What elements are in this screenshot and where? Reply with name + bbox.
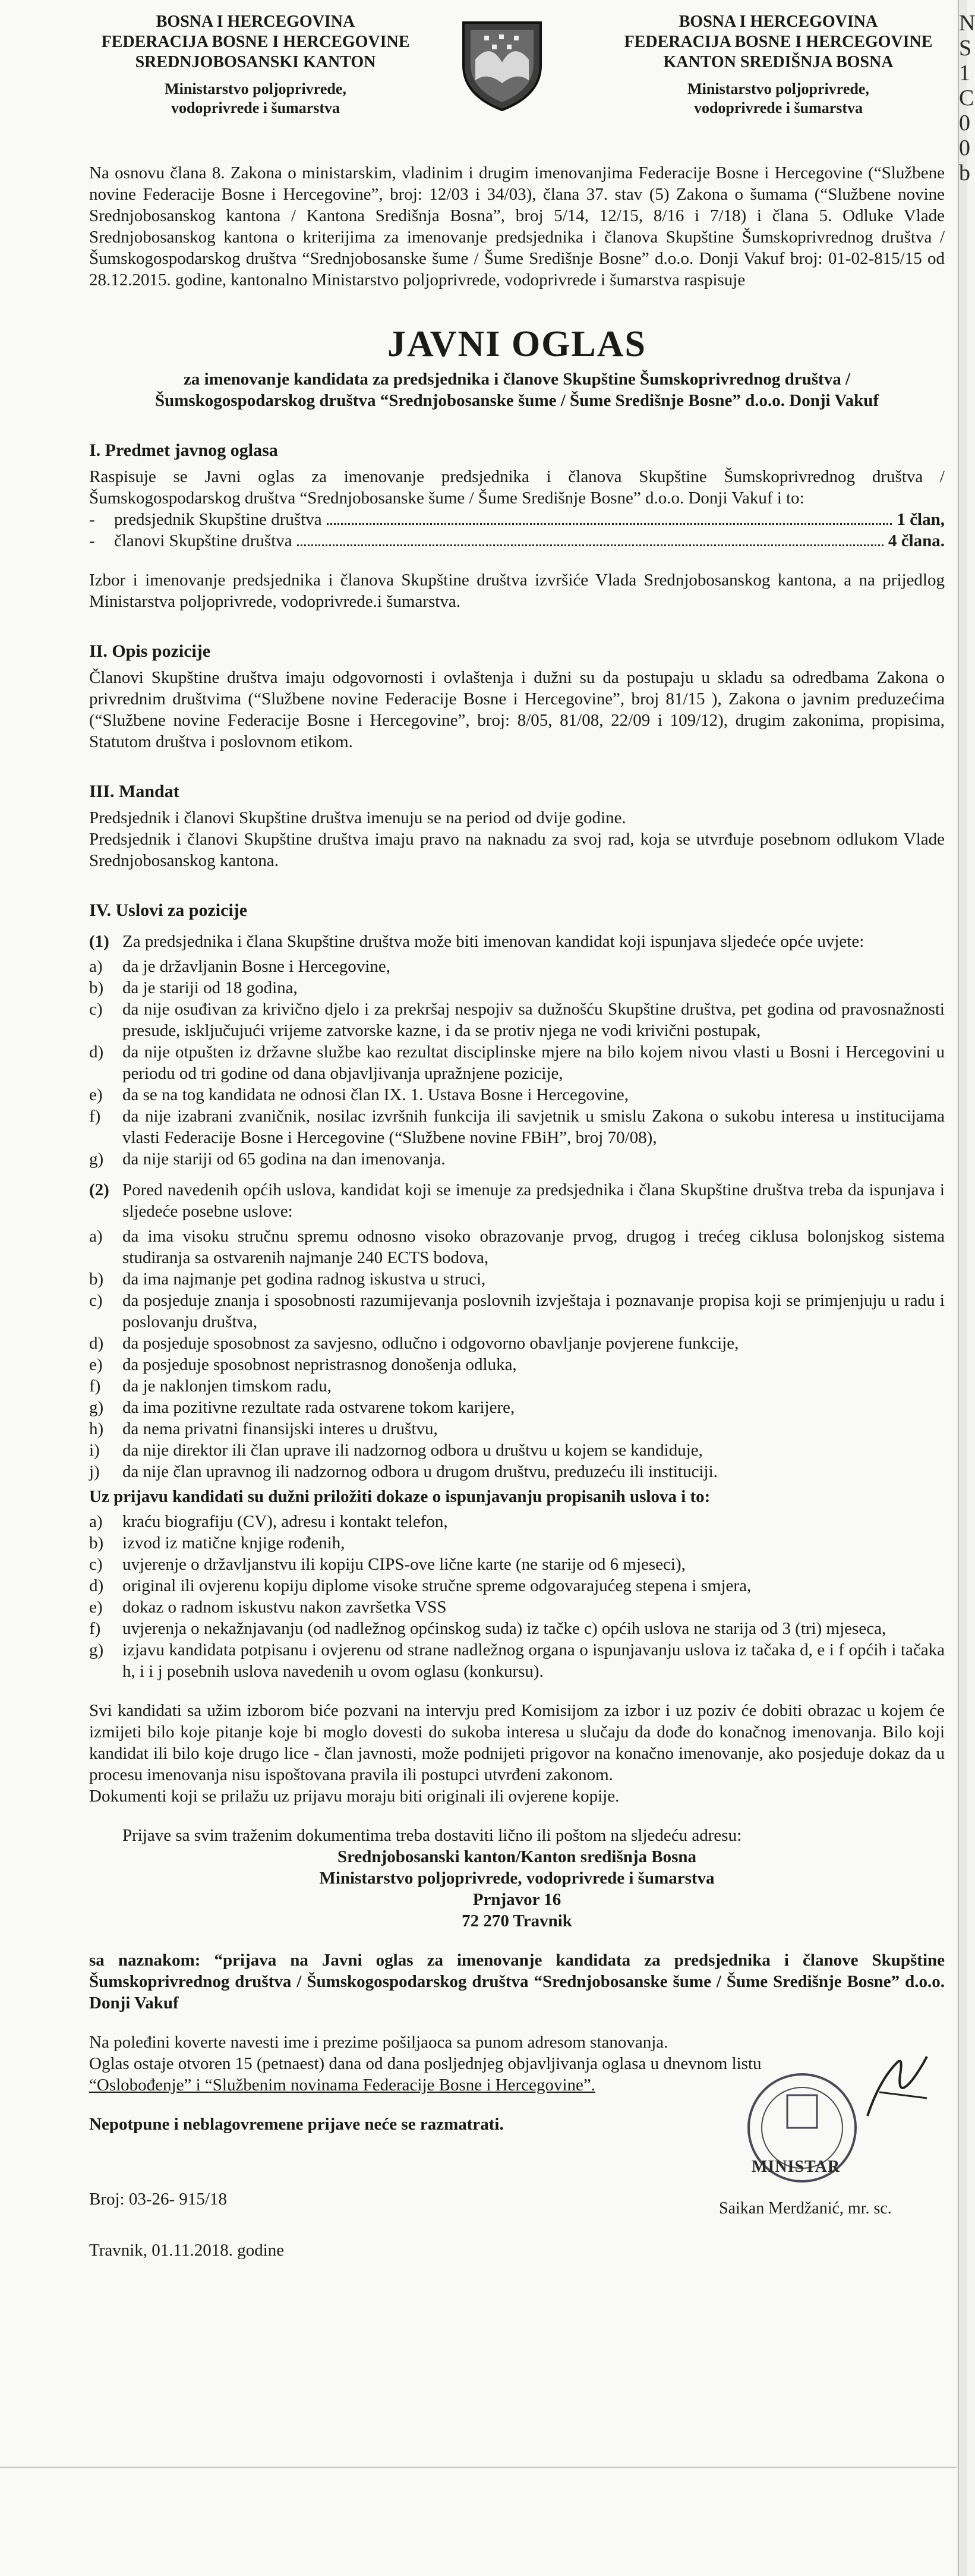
section-4-heading: IV. Uslovi za pozicije <box>89 900 248 920</box>
item-text: da je naklonjen timskom radu, <box>122 1377 332 1396</box>
section-1-heading: I. Predmet javnog oglasa <box>89 440 278 460</box>
item-text: da nije stariji od 65 godina na dan imenovanja. <box>122 1150 446 1169</box>
section-2-heading: II. Opis pozicije <box>89 641 211 661</box>
list-item <box>89 1106 945 1148</box>
list-item <box>89 1596 945 1618</box>
item-letter: b) <box>89 1533 104 1552</box>
row-value: 4 člana. <box>888 531 945 550</box>
subtitle-line: Šumskogospodarskog društva “Srednjobosanske šume / Šume Središnje Bosne” d.o.o. Donji Vakuf <box>154 391 879 410</box>
adjacent-page-text: N S 1 C 0 0 b <box>959 11 975 185</box>
closing-paragraph-3: Prijave sa svim traženim dokumentima treba dostaviti lično ili poštom na sljedeću adresu: <box>122 1826 742 1845</box>
letterhead-right-ministry <box>612 80 945 118</box>
general-conditions-intro <box>89 931 945 952</box>
item-text: original ili ovjerenu kopiju diplome visoke stručne spreme odgovarajućeg stepena i smjera, <box>122 1576 752 1595</box>
stamp-label: MINISTAR <box>752 2158 841 2176</box>
closing-paragraph-5a: Oglas ostaje otvoren 15 (petnaest) dana od dana posljednjeg objavljivanja oglasa u dnevnom listu <box>89 2054 762 2073</box>
item-text: izvod iz matične knjige rođenih, <box>122 1533 345 1552</box>
item-letter: g) <box>89 1398 104 1417</box>
list-item <box>89 1354 945 1375</box>
closing-paragraph-2: Dokumenti koji se prilažu uz prijavu moraju biti originali ili ovjerene kopije. <box>89 1787 620 1806</box>
section-1-text: Raspisuje se Javni oglas za imenovanje predsjednika i članova Skupštine Šumskoprivrednog društva / Šumskogospodarskog društva “Srednjobosanske šume / Šume Središnje Bosne” d.o.o. Donji Vakuf i to: <box>89 467 945 508</box>
list-item <box>89 1148 945 1170</box>
handwritten-signature-icon <box>856 2045 939 2128</box>
item-letter: f) <box>89 1377 101 1396</box>
row-value: 1 član, <box>897 510 945 529</box>
section-1-text2: Izbor i imenovanje predsjednika i članova Skupštine društva izvršiće Vlada Srednjobosanskog kantona, a na prijedlog Ministarstva poljoprivrede, vodoprivrede.i šumarstva. <box>89 571 945 611</box>
item-letter: d) <box>89 1334 104 1353</box>
letterhead-right-line: BOSNA I HERCEGOVINA <box>679 12 878 31</box>
item-text: da posjeduje znanja i sposobnosti razumijevanja poslovnih izvještaja i poznavanje propisa koji se primjenjuju u radu i poslovanju društva, <box>122 1291 945 1331</box>
ministry-line: vodoprivrede i šumarstva <box>693 99 863 116</box>
list-item <box>89 999 945 1041</box>
address-line: 72 270 Travnik <box>462 1911 572 1931</box>
address-line: Ministarstvo poljoprivrede, vodoprivrede i šumarstva <box>319 1869 715 1888</box>
list-item <box>89 1226 945 1268</box>
general-conditions-list <box>89 956 945 1170</box>
item-letter: f) <box>89 1107 101 1126</box>
list-item <box>89 1397 945 1418</box>
adjacent-page-strip <box>958 0 975 2576</box>
address-line: Srednjobosanski kanton/Kanton središnja Bosna <box>337 1847 697 1866</box>
closing-paragraph-4: Na poleđini koverte navesti ime i prezime pošiljaoca sa punom adresom stanovanja. <box>89 2033 668 2052</box>
item-text: da ima pozitivne rezultate rada ostvarene tokom karijere, <box>122 1398 515 1417</box>
letterhead-left-ministry <box>89 80 422 118</box>
item-letter: g) <box>89 1640 104 1659</box>
item-text: uvjerenje o državljanstvu ili kopiju CIPS-ove lične karte (ne starije od 6 mjeseci), <box>122 1555 686 1574</box>
list-item <box>89 1532 945 1554</box>
item-letter: d) <box>89 1043 104 1062</box>
item-text: da posjeduje sposobnost za savjesno, odlučno i odgovorno obavljanje povjerene funkcije, <box>122 1334 739 1353</box>
list-item <box>89 1440 945 1461</box>
list-item <box>89 1375 945 1397</box>
section-3-text2: Predsjednik i članovi Skupštine društva imaju pravo na naknadu za svoj rad, koja se utvrđuje posebnom odlukom Vlade Srednjobosanskog kantona. <box>89 830 945 870</box>
item-letter: a) <box>89 1227 103 1246</box>
letterhead-right <box>612 12 945 118</box>
address-line: Prnjavor 16 <box>472 1890 561 1909</box>
letterhead-left-line: SREDNJOBOSANSKI KANTON <box>135 53 376 71</box>
item-text: izjavu kandidata potpisanu i ovjerenu od strane nadležnog organa o ispunjavanju uslova iz tačaka d, e i f općih i tačaka h, i i j posebnih uslova navedenih u ovom oglasu (konkursu). <box>122 1640 945 1681</box>
row-mark: - <box>89 531 95 550</box>
item-letter: a) <box>89 1512 103 1531</box>
item-text: da je državljanin Bosne i Hercegovine, <box>122 957 390 976</box>
intro-paragraph: Na osnovu člana 8. Zakona o ministarskim, vladinim i drugim imenovanjima Federacije Bosne i Hercegovine (“Službene novine Federacije Bosne i Hercegovine”, broj: 12/03 i 34/03), člana 37. stav (5) Zakona o šumama (“Službene novine Srednjobosanskog kantona / Kantona Središnja Bosna”, broj 5/14, 12/15, 8/16 i 7/18) i člana 5. Odluke Vlade Srednjobosanskog kantona o kriterijima za imenovanje predsjednika i članova Skupštine Šumskoprivrednog društva / Šumskogospodarskog društva “Srednjobosanske šume / Šume Središnje Bosne” d.o.o. Donji Vakuf broj: 01-02-815/15 od 28.12.2015. godine, kantonalno Ministarstvo poljoprivrede, vodoprivrede i šumarstva raspisuje <box>89 163 945 289</box>
letterhead <box>89 12 945 152</box>
closing-paragraph-1: Svi kandidati sa užim izborom biće pozvani na intervju pred Komisijom za izbor i uz poziv će dobiti obrazac u kojem će izmijeti bilo koje pitanje koje bi moglo dovesti do sukoba interesa u slučaju da dođe do konačnog imenovanja. Bilo koji kandidat ili bilo koje drugo lice - član javnosti, može podnijeti prigovor na konačno imenovanje, ako posjeduje dokaz da u procesu imenovanja nisu ispoštovana pravila ili postupci utvrđeni zakonom. <box>89 1701 945 1784</box>
letterhead-left-line: BOSNA I HERCEGOVINA <box>156 12 355 31</box>
document-date: Travnik, 01.11.2018. godine <box>89 2241 285 2260</box>
letterhead-right-line: FEDERACIJA BOSNE I HERCEGOVINE <box>624 33 933 51</box>
letterhead-left <box>89 12 422 118</box>
list-item <box>89 1418 945 1440</box>
item-text: da nije osuđivan za krivično djelo i za prekršaj nespojiv sa dužnošću Skupštine društva, pet godina od pravosnažnosti presude, isključujući vrijeme zatvorske kazne, i da se protiv njega ne vodi krivični postupak, <box>122 1000 945 1040</box>
row-label: predsjednik Skupštine društva <box>114 510 322 529</box>
item-text: dokaz o radnom iskustvu nakon završetka VSS <box>122 1598 447 1617</box>
paragraph-text: Pored navedenih općih uslova, kandidat koji se imenuje za predsjednika i člana Skupštine društva treba da ispunjava i sljedeće posebne uslove: <box>122 1180 945 1221</box>
position-row <box>89 509 945 530</box>
list-item <box>89 1333 945 1354</box>
item-text: da nije direktor ili član uprave ili nadzornog odbora u društvu u kojem se kandiduje, <box>122 1441 703 1460</box>
item-letter: b) <box>89 1270 104 1289</box>
item-letter: e) <box>89 1598 103 1617</box>
ministry-line: vodoprivrede i šumarstva <box>171 99 340 116</box>
position-row <box>89 530 945 552</box>
document-subtitle <box>89 369 945 411</box>
item-letter: g) <box>89 1150 104 1169</box>
row-mark: - <box>89 510 95 529</box>
page-bottom-rule <box>0 2467 957 2468</box>
item-letter: e) <box>89 1085 103 1104</box>
list-item <box>89 1554 945 1575</box>
item-text: da ima visoku stručnu spremu odnosno visoko obrazovanje prvog, drugog i trećeg ciklusa bolonjskog sistema studiranja sa ostvarenih najmanje 240 ECTS bodova, <box>122 1227 945 1267</box>
item-text: da nije član upravnog ili nadzornog odbora u drugom društvu, preduzeću ili instituciji. <box>122 1462 718 1481</box>
list-item <box>89 1268 945 1290</box>
special-conditions-list <box>89 1226 945 1482</box>
signer-name: Saikan Merdžanić, mr. sc. <box>719 2199 892 2218</box>
list-item <box>89 1290 945 1333</box>
documents-list <box>89 1511 945 1682</box>
dot-leader <box>297 544 884 546</box>
paragraph-number: (2) <box>89 1180 109 1199</box>
item-letter: f) <box>89 1619 101 1638</box>
list-item <box>89 977 945 999</box>
list-item <box>89 1461 945 1482</box>
item-letter: c) <box>89 1555 103 1574</box>
item-letter: a) <box>89 957 103 976</box>
ministry-line: Ministarstvo poljoprivrede, <box>687 80 869 97</box>
item-letter: j) <box>89 1462 100 1481</box>
letterhead-left-line: FEDERACIJA BOSNE I HERCEGOVINE <box>101 33 410 51</box>
document-body <box>89 12 945 2261</box>
letterhead-right-line: KANTON SREDIŠNJA BOSNA <box>663 53 894 71</box>
item-letter: d) <box>89 1576 104 1595</box>
list-item <box>89 1041 945 1084</box>
list-item <box>89 1084 945 1106</box>
item-letter: i) <box>89 1441 100 1460</box>
coat-of-arms-icon <box>457 18 547 113</box>
subtitle-line: za imenovanje kandidata za predsjednika i članove Skupštine Šumskoprivrednog društva / <box>183 370 851 389</box>
item-text: da nije izabrani zvaničnik, nosilac izvršnih funkcija ili savjetnik u smislu Zakona o sukobu interesa u institucijama vlasti Federacije Bosne i Hercegovine (“Službene novine FBiH”, broj 70/08), <box>122 1107 945 1147</box>
item-letter: h) <box>89 1419 104 1438</box>
delivery-address <box>89 1846 945 1932</box>
list-item <box>89 1511 945 1532</box>
item-letter: c) <box>89 1291 103 1310</box>
document-title: JAVNI OGLAS <box>387 324 647 364</box>
closing-paragraph-5b: “Oslobođenje” i “Službenim novinama Federacije Bosne i Hercegovine”. <box>89 2076 595 2095</box>
item-letter: e) <box>89 1355 103 1374</box>
document-number: Broj: 03-26- 915/18 <box>89 2190 227 2209</box>
list-item <box>89 1639 945 1682</box>
paragraph-text: Za predsjednika i člana Skupštine društva može biti imenovan kandidat koji ispunjava sljedeće opće uvjete: <box>122 932 864 951</box>
item-text: kraću biografiju (CV), adresu i kontakt telefon, <box>122 1512 448 1531</box>
documents-heading: Uz prijavu kandidati su dužni priložiti dokaze o ispunjavanju propisanih uslova i to: <box>89 1487 711 1506</box>
item-letter: b) <box>89 978 104 997</box>
list-item <box>89 1575 945 1596</box>
section-2-text: Članovi Skupštine društva imaju odgovornosti i ovlaštenja i dužni su da postupaju u skladu sa odredbama Zakona o privrednim društvima (“Službene novine Federacije Bosne i Hercegovine”, broj 81/15 ), Zakona o javnim preduzećima (“Službene novine Federacije Bosne i Hercegovine”, broj: 8/05, 81/08, 22/09 i 109/12), drugim zakonima, propisima, Statutom društva i poslovnom etikom. <box>89 668 945 751</box>
ministry-line: Ministarstvo poljoprivrede, <box>165 80 346 97</box>
item-text: da posjeduje sposobnost nepristrasnog donošenja odluka, <box>122 1355 517 1374</box>
dot-leader <box>327 523 892 525</box>
special-conditions-intro <box>89 1179 945 1222</box>
item-text: da je stariji od 18 godina, <box>122 978 298 997</box>
envelope-note <box>89 1950 945 2014</box>
closing-paragraph-6: Nepotpune i neblagovremene prijave neće se razmatrati. <box>89 2115 504 2134</box>
list-item <box>89 956 945 977</box>
section-3-heading: III. Mandat <box>89 782 179 801</box>
note-text: “prijava na Javni oglas za imenovanje kandidata za predsjednika i članove Skupštine Šumskoprivrednog društva / Šumskogospodarskog društva “Srednjobosanske šume / Šume Središnje Bosne” d.o.o. Donji Vakuf <box>89 1951 945 2013</box>
item-text: da ima najmanje pet godina radnog iskustva u struci, <box>122 1270 486 1289</box>
note-label: sa naznakom: <box>89 1951 201 1970</box>
item-text: uvjerenja o nekažnjavanju (od nadležnog općinskog suda) iz tačke c) općih uslova ne starija od 3 (tri) mjeseca, <box>122 1619 886 1638</box>
item-text: da se na tog kandidata ne odnosi član IX. 1. Ustava Bosne i Hercegovine, <box>122 1085 629 1104</box>
item-text: da nema privatni finansijski interes u društvu, <box>122 1419 438 1438</box>
item-letter: c) <box>89 1000 103 1019</box>
section-3-text1: Predsjednik i članovi Skupštine društva imenuju se na period od dvije godine. <box>89 808 626 827</box>
list-item <box>89 1618 945 1639</box>
paragraph-number: (1) <box>89 932 109 951</box>
row-label: članovi Skupštine društva <box>114 531 292 550</box>
item-text: da nije otpušten iz državne službe kao rezultat disciplinske mjere na bilo kojem nivou vlasti u Bosni i Hercegovini u periodu od tri godine od dana objavljivanja upražnjene pozicije, <box>122 1043 945 1083</box>
